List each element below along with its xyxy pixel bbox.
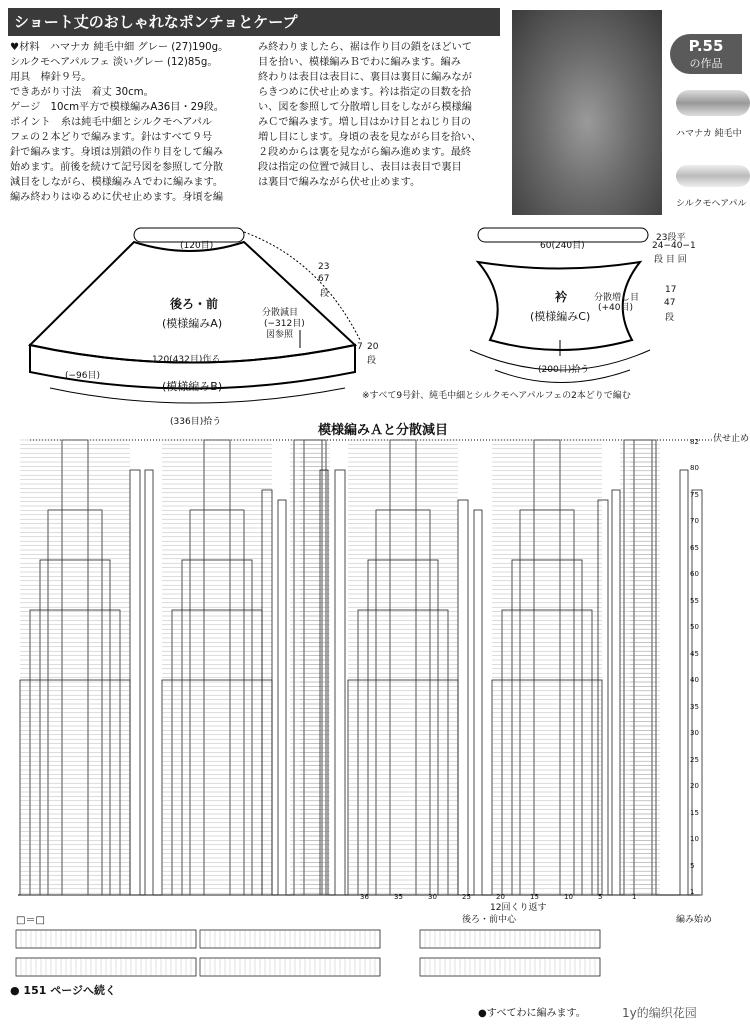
instr-line: ポイント 糸は純毛中細とシルクモヘアパル <box>10 117 212 128</box>
chart-block <box>62 440 88 895</box>
collar-name: 衿 <box>555 290 568 304</box>
col-number: 5 <box>598 893 603 901</box>
col-number: 15 <box>530 893 539 901</box>
chart-block <box>190 510 244 895</box>
chart-block <box>304 440 322 895</box>
row-number: 30 <box>690 729 699 738</box>
page-title: ショート丈のおしゃれなポンチョとケープ <box>8 8 500 36</box>
instr-line: 目を拾い、模様編みＢでわに編みます。編み <box>258 57 461 68</box>
chart-block <box>390 440 416 895</box>
chart-block <box>294 440 326 895</box>
body-right2: 67 <box>318 274 330 284</box>
instr-line: ♥材料 ハマナカ 純毛中細 グレー (27)190g。 <box>10 42 229 53</box>
col-number: 25 <box>462 893 471 901</box>
instr-line: 始めます。前後を続けて記号図を参照して分散 <box>10 162 224 173</box>
instr-line: ２段めからは裏を見ながら編み進めます。最終 <box>258 147 472 158</box>
col-number: 10 <box>564 893 573 901</box>
col-number: 20 <box>496 893 505 901</box>
body-pattern-a: (模様編みA) <box>162 317 223 330</box>
row-number: 75 <box>690 490 699 499</box>
page-ref-sub: の作品 <box>689 57 723 70</box>
body-name: 後ろ・前 <box>170 297 219 311</box>
chart-column <box>145 470 153 895</box>
body-top-label: (120目) <box>180 241 214 251</box>
collar-sidedan: 段 <box>665 313 675 323</box>
instr-line: みＣで編みます。増し目はかけ目とねじり目の <box>258 117 472 128</box>
center-label: 後ろ・前中心 <box>462 915 517 925</box>
chart-block <box>534 440 560 895</box>
instr-line: 段は指定の位置で減目し、表目は表目で裏目 <box>258 162 462 173</box>
note-bottom: ●すべてわに編みます。 <box>478 1008 586 1019</box>
chart-column <box>612 490 620 895</box>
chart-block <box>48 510 102 895</box>
page-ref: P.55 <box>688 37 724 55</box>
row-number: 10 <box>690 835 699 844</box>
row-number: 1 <box>690 888 695 896</box>
collar-side47: 47 <box>664 298 676 308</box>
chart-column <box>335 470 345 895</box>
body-right1: 23 <box>318 262 330 272</box>
start-label: 編み始め <box>676 915 713 925</box>
col-number: 30 <box>428 893 437 901</box>
chart-column <box>458 500 468 895</box>
collar-side17: 17 <box>665 285 677 295</box>
body-dec: 分散減目 <box>262 308 299 318</box>
chart-column <box>680 470 688 895</box>
body-dec2: (−312目) <box>264 319 305 329</box>
chart-column <box>278 500 286 895</box>
chart-block <box>520 510 574 895</box>
col-number: 36 <box>360 893 369 901</box>
yarn-label-2: シルクモヘアパル <box>676 199 747 209</box>
col-number: 1 <box>632 893 637 901</box>
collar-bottom: (200目)拾う <box>538 365 590 375</box>
collar-r2: 24−40−1 <box>652 241 696 251</box>
row-number: 15 <box>690 808 699 817</box>
collar-inc: 分散増し目 <box>594 293 640 303</box>
row-number: 50 <box>690 623 699 632</box>
instr-line: ゲージ 10cm平方で模様編みA36目・29段。 <box>10 102 224 113</box>
note-all: ※すべて9号針、純毛中細とシルクモヘアパルフェの2本どりで編む <box>362 391 631 401</box>
collar-pattern-c: (模様編みC) <box>530 310 591 323</box>
bind-off-label: 伏せ止め <box>713 434 750 444</box>
body-cast: 120(432目)作る <box>152 355 221 365</box>
row-number: 70 <box>690 517 699 526</box>
instr-line: 増し目にします。身頃の表を見ながら目を拾い、 <box>258 132 482 143</box>
instr-line: 減目をしながら、模様編みＡでわに編みます。 <box>10 177 224 188</box>
body-r20: 20 <box>367 342 379 352</box>
chart-block <box>376 510 430 895</box>
body-minus: (−96目) <box>65 371 101 381</box>
continue-label: ● 151 ページへ続く <box>10 984 116 997</box>
knitting-chart-grid <box>20 440 702 895</box>
collar-top-label: 60(240目) <box>540 241 585 251</box>
row-number: 5 <box>690 861 695 870</box>
chart-block <box>204 440 230 895</box>
row-number: 55 <box>690 596 699 605</box>
body-pattern-b: (模様編みB) <box>162 380 223 393</box>
instr-line: シルクモヘアパルフェ 淡いグレー (12)85g。 <box>10 57 218 68</box>
collar-inc2: (+40目) <box>598 303 634 313</box>
watermark: 1y的编织花园 <box>622 1006 697 1020</box>
chart-column <box>474 510 482 895</box>
chart-title: 模様編みＡと分散減目 <box>318 423 449 438</box>
chart-column <box>320 470 328 895</box>
row-number: 82 <box>690 438 699 446</box>
collar-r1: 23段平 <box>656 233 686 243</box>
body-rdan: 段 <box>367 356 377 366</box>
yarn-label-1: ハマナカ 純毛中 <box>676 129 742 139</box>
chart-column <box>130 470 140 895</box>
body-dec3: 図参照 <box>266 330 294 340</box>
chart-column <box>262 490 272 895</box>
instr-line: フェの２本どりで編みます。針はすべて９号 <box>10 132 213 143</box>
col-number: 35 <box>394 893 403 901</box>
body-right3: 段 <box>320 289 330 299</box>
body-r7: 7 <box>357 342 363 352</box>
legend-boxes <box>16 930 600 976</box>
chart-block <box>624 440 656 895</box>
chart-block <box>634 440 652 895</box>
row-number: 80 <box>690 464 699 473</box>
repeat-label: 12回くり返す <box>490 903 547 913</box>
instr-line: い、図を参照して分散増し目をしながら模様編 <box>258 102 472 113</box>
instr-line: らきつめに伏せ止めます。衿は指定の目数を拾 <box>258 87 472 98</box>
row-number: 60 <box>690 570 699 579</box>
instr-line: 編み終わりはゆるめに伏せ止めます。身頃を編 <box>10 192 224 203</box>
instr-line: できあがり寸法 着丈 30cm。 <box>10 87 154 98</box>
row-number: 40 <box>690 676 699 685</box>
row-number: 20 <box>690 782 699 791</box>
instr-line: み終わりましたら、裾は作り目の鎖をほどいて <box>258 42 472 53</box>
instr-line: 用具 棒針９号。 <box>10 72 92 83</box>
row-number: 65 <box>690 543 699 552</box>
legend-symbol: □＝□ <box>16 915 45 926</box>
instr-line: 終わりは表目は表目に、裏目は裏目に編みなが <box>258 72 472 83</box>
instr-line: 針で編みます。身頃は別鎖の作り目をして編み <box>10 147 224 158</box>
row-number: 45 <box>690 649 699 658</box>
row-number: 35 <box>690 702 699 711</box>
collar-r3: 段 目 回 <box>654 255 687 265</box>
row-number: 25 <box>690 755 699 764</box>
body-bottom: (336目)拾う <box>170 417 222 427</box>
instr-line: は裏目で編みながら伏せ止めます。 <box>258 177 421 188</box>
chart-column <box>598 500 608 895</box>
